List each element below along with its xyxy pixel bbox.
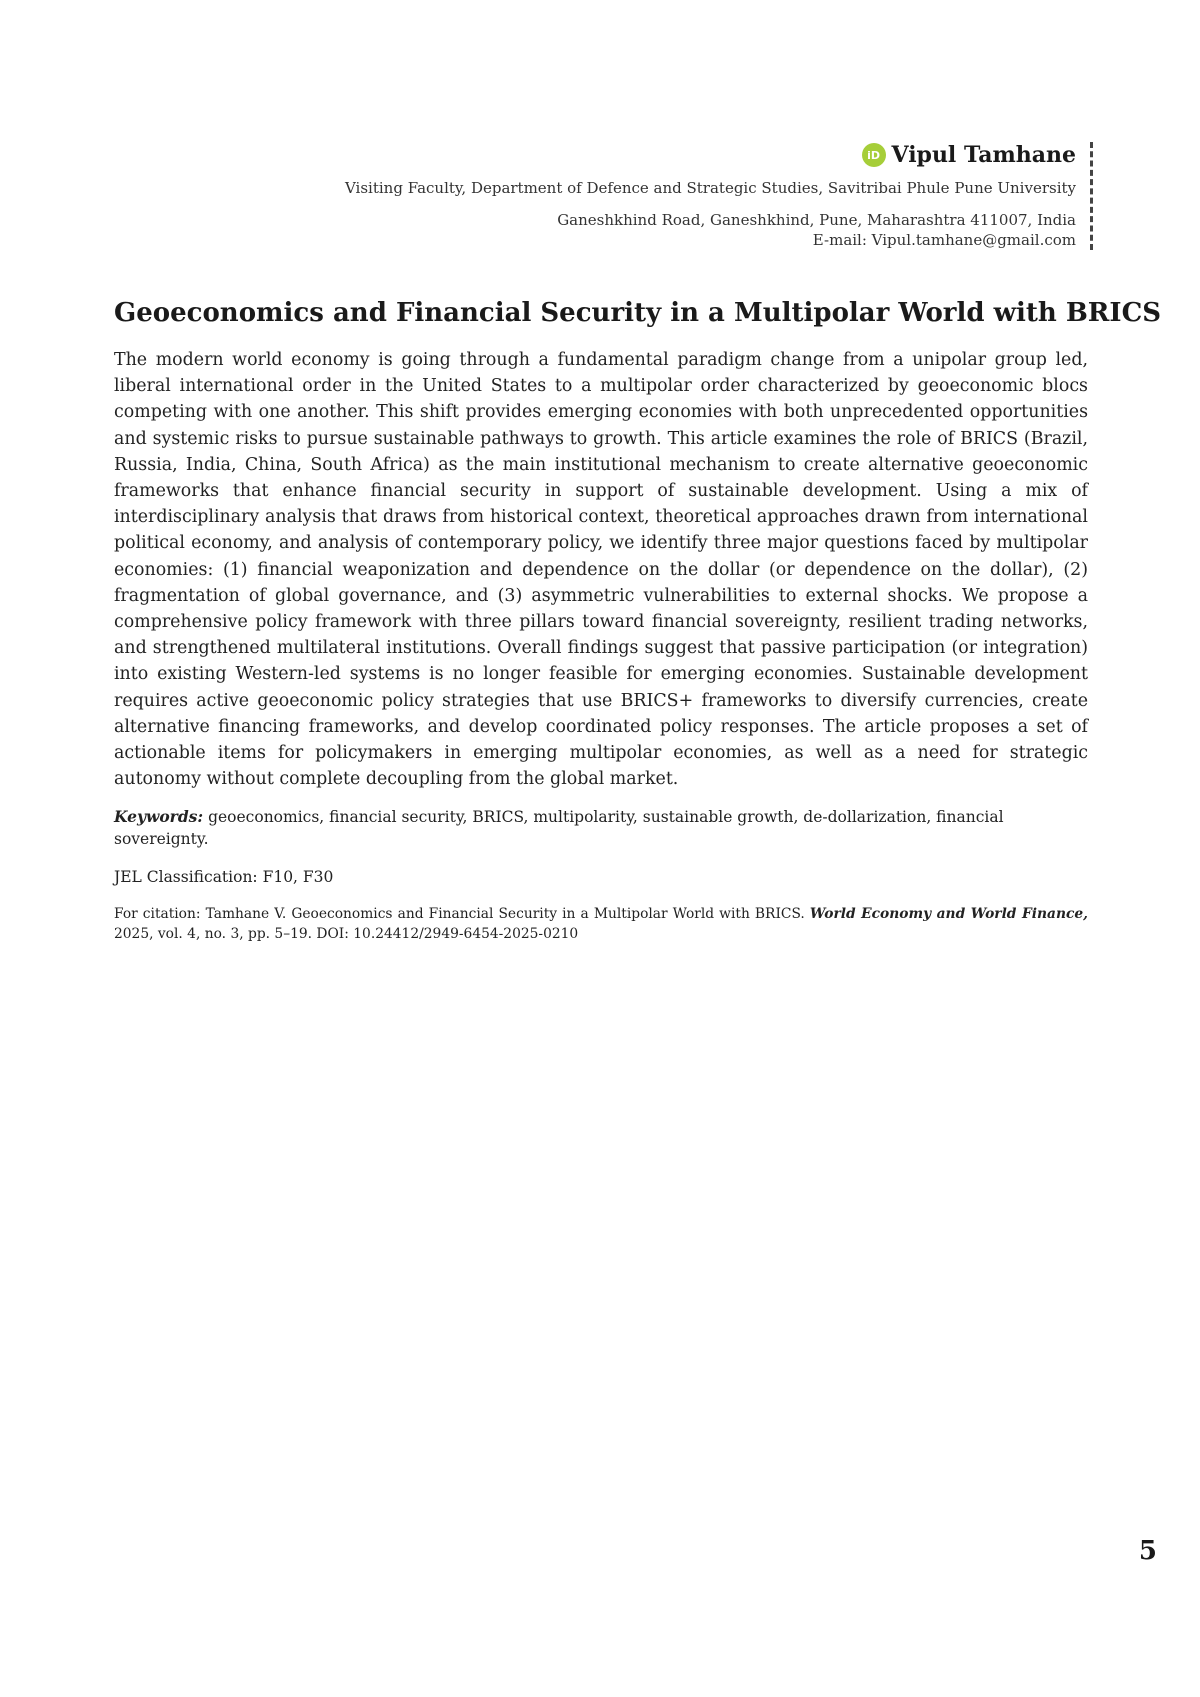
citation <box>114 904 1088 944</box>
keywords-list: geoeconomics, financial security, BRICS, multipolarity, sustainable growth, de-dollarization, financial sovereignty. <box>114 808 1004 848</box>
author-affiliation: Visiting Faculty, Department of Defence and Strategic Studies, Savitribai Phule Pune University <box>276 178 1076 198</box>
article-abstract: The modern world economy is going through a fundamental paradigm change from a unipolar group led, liberal international order in the United States to a multipolar order characterized by geoeconomic blocs competing with one another. This shift provides emerging economies with both unprecedented opportunities and systemic risks to pursue sustainable pathways to growth. This article examines the role of BRICS (Brazil, Russia, India, China, South Africa) as the main institutional mechanism to create alternative geoeconomic frameworks that enhance financial security in support of sustainable development. Using a mix of interdisciplinary analysis that draws from historical context, theoretical approaches drawn from international political economy, and analysis of contemporary policy, we identify three major questions faced by multipolar economies: (1) financial weaponization and dependence on the dollar (or dependence on the dollar), (2) fragmentation of global governance, and (3) asymmetric vulnerabilities to external shocks. We propose a comprehensive policy framework with three pillars toward financial sovereignty, resilient trading networks, and strengthened multilateral institutions. Overall findings suggest that passive participation (or integration) into existing Western-led systems is no longer feasible for emerging economies. Sustainable development requires active geoeconomic policy strategies that use BRICS+ frameworks to diversify currencies, create alternative financing frameworks, and develop coordinated policy responses. The article proposes a set of actionable items for policymakers in emerging multipolar economies, as well as a need for strategic autonomy without complete decoupling from the global market. <box>114 347 1088 792</box>
keywords-label: Keywords: <box>114 807 203 826</box>
orcid-icon[interactable]: iD <box>862 143 886 167</box>
page-number: 5 <box>1139 1536 1157 1566</box>
author-name-row <box>276 142 1076 168</box>
citation-journal: World Economy and World Finance, <box>810 906 1088 922</box>
author-address: Ganeshkhind Road, Ganeshkhind, Pune, Maharashtra 411007, India <box>276 210 1076 230</box>
author-block <box>276 142 1093 250</box>
article-title: Geoeconomics and Financial Security in a Multipolar World with BRICS <box>114 296 1088 330</box>
keywords <box>114 806 1088 850</box>
article-content <box>114 296 1088 944</box>
author-email: E-mail: Vipul.tamhane@gmail.com <box>276 230 1076 250</box>
author-name: Vipul Tamhane <box>892 142 1076 168</box>
citation-prefix: For citation: Tamhane V. Geoeconomics and Financial Security in a Multipolar World with BRICS. <box>114 906 805 922</box>
jel-classification: JEL Classification: F10, F30 <box>114 866 1088 888</box>
citation-suffix: 2025, vol. 4, no. 3, pp. 5–19. DOI: 10.24412/2949-6454-2025-0210 <box>114 926 578 942</box>
